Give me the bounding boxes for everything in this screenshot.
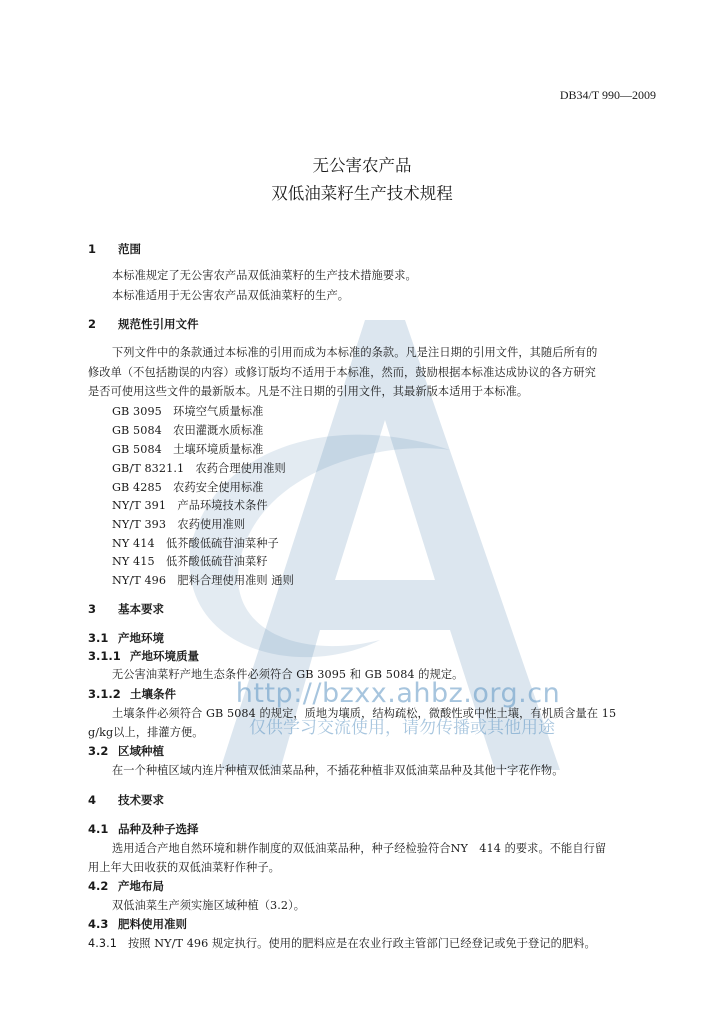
standard-code: DB34/T 990—2009: [559, 88, 656, 102]
watermark-url: http://bzxx.ahbz.org.cn: [235, 678, 561, 709]
reference-item: GB 5084 土壤环境质量标准: [112, 443, 264, 456]
paragraph: 下列文件中的条款通过本标准的引用而成为本标准的条款。凡是注日期的引用文件，其随后所有的: [112, 346, 598, 359]
paragraph: 本标准规定了无公害农产品双低油菜籽的生产技术措施要求。: [112, 269, 417, 282]
reference-item: GB/T 8321.1 农药合理使用准则: [112, 462, 286, 475]
watermark-note: 仅供学习交流使用，请勿传播或其他用途: [249, 718, 555, 738]
reference-item: NY 415 低芥酸低硫苷油菜籽: [112, 555, 268, 568]
paragraph: 用上年大田收获的双低油菜籽作种子。: [88, 861, 280, 874]
section-title: 规范性引用文件: [118, 317, 199, 331]
section-4-heading: [88, 792, 164, 808]
section-title: 产地环境: [118, 631, 164, 645]
page-title-line-1: 无公害农产品: [312, 156, 412, 175]
paragraph-text: 按照 NY/T 496 规定执行。使用的肥料应是在农业行政主管部门已经登记或免于登记的肥料。: [128, 937, 596, 950]
section-title: 品种及种子选择: [118, 822, 199, 836]
paragraph: 修改单（不包括勘误的内容）或修订版均不适用于本标准，然而，鼓励根据本标准达成协议的各方研究: [88, 366, 596, 379]
section-title: 区域种植: [118, 744, 164, 758]
section-title: 肥料使用准则: [118, 917, 187, 931]
section-number: 3.2: [88, 744, 109, 758]
subsection-3-1-1-heading: [88, 648, 199, 664]
section-number: 4: [88, 793, 97, 807]
reference-item: NY/T 391 产品环境技术条件: [112, 499, 268, 512]
section-title: 基本要求: [118, 602, 164, 616]
subsection-3-1-heading: [88, 630, 164, 646]
section-3-heading: [88, 601, 164, 617]
reference-item: GB 4285 农药安全使用标准: [112, 481, 264, 494]
section-title: 范围: [118, 242, 141, 256]
reference-item: NY 414 低芥酸低硫苷油菜种子: [112, 537, 279, 550]
section-number: 4.2: [88, 879, 109, 893]
section-title: 产地布局: [118, 879, 164, 893]
paragraph: 双低油菜生产须实施区域种植（3.2）。: [112, 899, 306, 912]
section-1-heading: [88, 241, 141, 257]
subsection-3-2-heading: [88, 743, 164, 759]
section-number: 3: [88, 602, 97, 616]
section-title: 产地环境质量: [130, 649, 199, 663]
reference-item: NY/T 496 肥料合理使用准则 通则: [112, 574, 294, 587]
section-number: 3.1.2: [88, 687, 121, 701]
reference-item: GB 3095 环境空气质量标准: [112, 405, 264, 418]
section-number: 4.3.1: [88, 937, 117, 950]
section-number: 3.1.1: [88, 649, 121, 663]
section-number: 1: [88, 242, 97, 256]
paragraph: 本标准适用于无公害农产品双低油菜籽的生产。: [112, 289, 350, 302]
paragraph: g/kg以上，排灌方便。: [88, 726, 204, 739]
subsection-4-3-1-paragraph: [88, 935, 596, 951]
paragraph: 土壤条件必须符合 GB 5084 的规定，质地为壤质，结构疏松，微酸性或中性土壤，有机质含量在 15: [112, 707, 617, 720]
paragraph: 选用适合产地自然环境和耕作制度的双低油菜品种，种子经检验符合NY 414 的要求。不能自行留: [112, 842, 607, 855]
paragraph: 是否可使用这些文件的最新版本。凡是不注日期的引用文件，其最新版本适用于本标准。: [88, 385, 529, 398]
section-number: 4.3: [88, 917, 109, 931]
reference-item: GB 5084 农田灌溉水质标准: [112, 424, 264, 437]
page-title-line-2: 双低油菜籽生产技术规程: [271, 184, 453, 203]
section-number: 4.1: [88, 822, 109, 836]
section-2-heading: [88, 316, 199, 332]
reference-item: NY/T 393 农药使用准则: [112, 518, 246, 531]
paragraph: 无公害油菜籽产地生态条件必须符合 GB 3095 和 GB 5084 的规定。: [112, 668, 464, 681]
paragraph: 在一个种植区域内连片种植双低油菜品种，不插花种植非双低油菜品种及其他十字花作物。: [112, 764, 564, 777]
section-number: 2: [88, 317, 97, 331]
section-title: 技术要求: [118, 793, 164, 807]
subsection-4-1-heading: [88, 821, 199, 837]
subsection-4-2-heading: [88, 878, 164, 894]
section-number: 3.1: [88, 631, 109, 645]
subsection-4-3-heading: [88, 916, 187, 932]
section-title: 土壤条件: [130, 687, 176, 701]
